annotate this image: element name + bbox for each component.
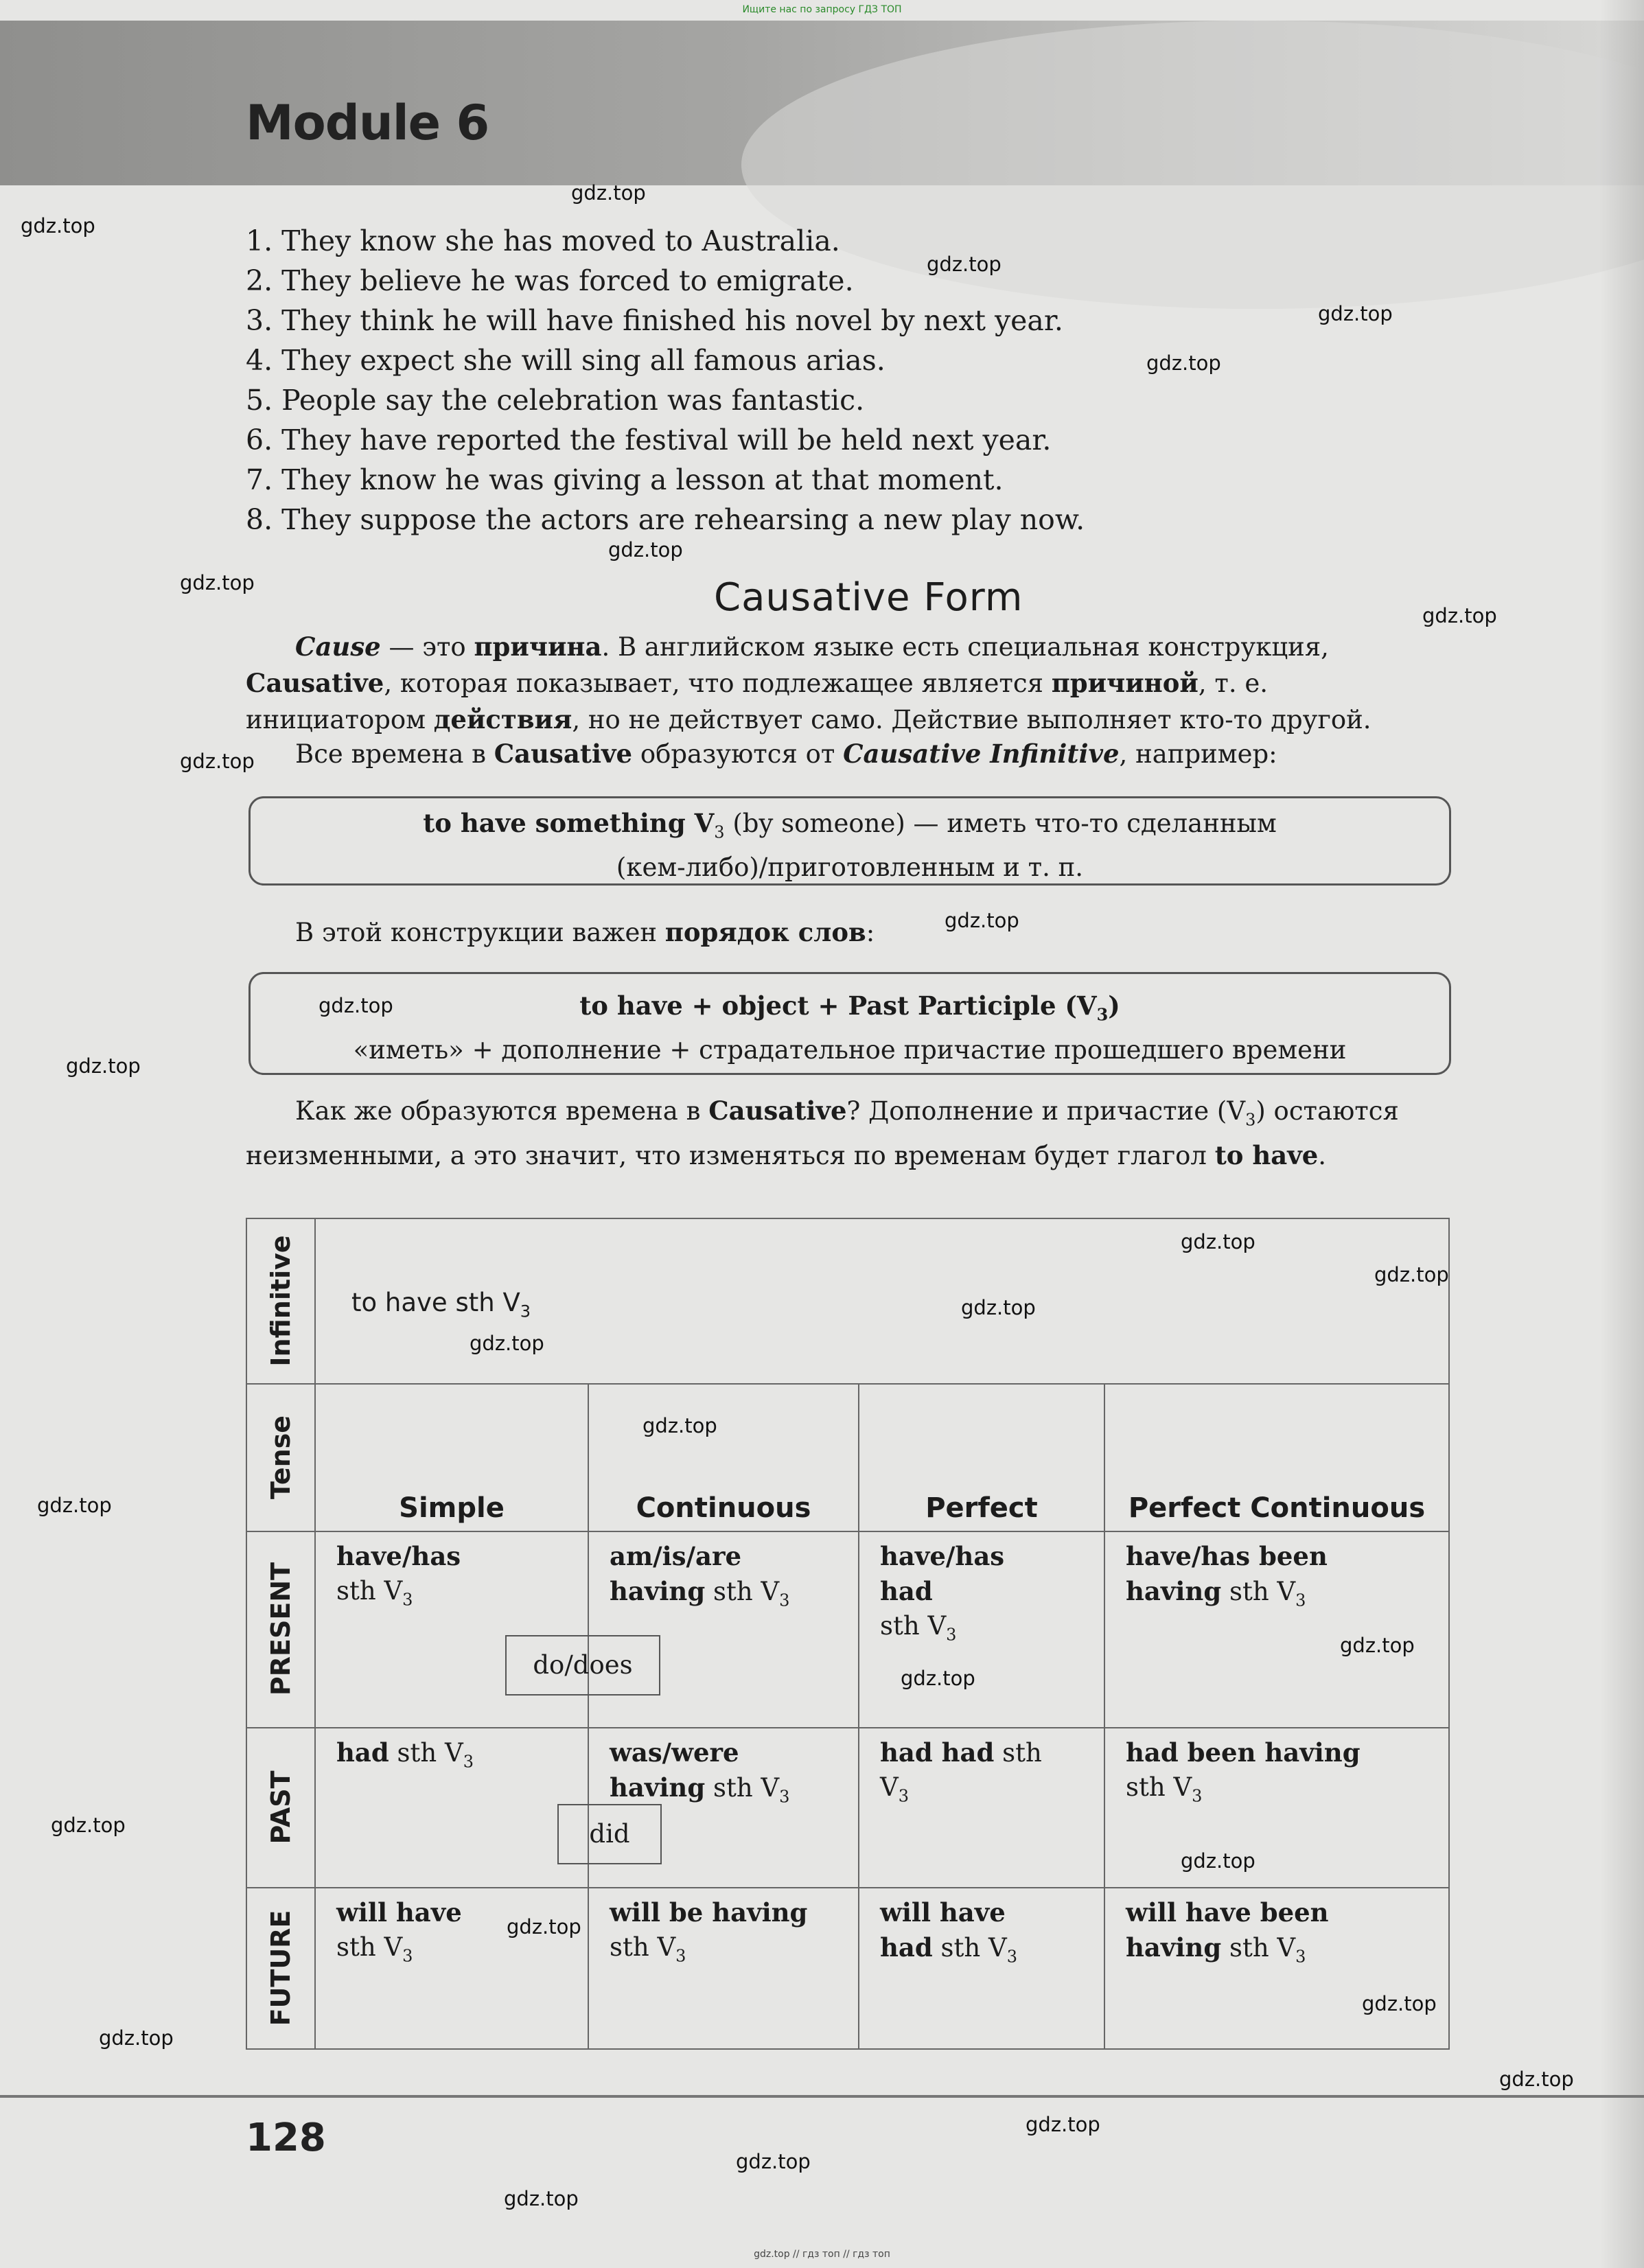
watermark: gdz.top	[1362, 1992, 1437, 2015]
table-row	[246, 1888, 1449, 2049]
watermark: gdz.top	[961, 1296, 1036, 1319]
how-note: Как же образуются времена в Causative? Дополнение и причастие $(V_3)$ остаются неизменными, а это значит, что изменяться по временам будет глагол to have.	[246, 1096, 1399, 1171]
table-row	[246, 1531, 1449, 1727]
formula-box: to have + object + Past Participle $(V_3)$ «иметь» + дополнение + страдательное причастие прошедшего времени	[248, 972, 1451, 1075]
past-continuous-cell: was/were having sth $V_3$	[588, 1728, 859, 1888]
watermark: gdz.top	[51, 1814, 126, 1837]
past-perfect-continuous-cell: had been having sth $V_3$	[1104, 1728, 1449, 1888]
exercise-sentences	[246, 221, 1413, 540]
column-header-simple: Simple	[315, 1384, 588, 1531]
watermark: gdz.top	[1181, 1230, 1255, 1253]
sentence: 7. They know he was giving a lesson at that moment.	[246, 463, 1004, 496]
word-order-note: В этой конструкции важен порядок слов:	[295, 917, 875, 947]
watermark: gdz.top	[1146, 351, 1221, 375]
watermark: gdz.top	[1340, 1634, 1415, 1657]
column-header-continuous: Continuous	[588, 1384, 859, 1531]
watermark: gdz.top	[507, 1915, 581, 1939]
sentence: 3. They think he will have finished his novel by next year.	[246, 304, 1063, 337]
watermark: gdz.top	[180, 750, 255, 773]
watermark: gdz.top	[927, 253, 1002, 276]
watermark: gdz.top	[180, 571, 255, 594]
future-perfect-cell: will have had sth $V_3$	[859, 1888, 1104, 2049]
page-number: 128	[246, 2116, 326, 2160]
watermark: gdz.top	[1318, 302, 1393, 325]
watermark: gdz.top	[642, 1414, 717, 1437]
infinitive-label: Infinitive	[266, 1235, 296, 1367]
present-simple-cell: have/has sth $V_3$ do/does	[315, 1531, 588, 1727]
present-perfect-continuous-cell: have/has been having sth $V_3$	[1104, 1531, 1449, 1727]
future-continuous-cell: will be having sth $V_3$	[588, 1888, 859, 2049]
footer-divider	[0, 2095, 1644, 2098]
watermark: gdz.top	[945, 909, 1019, 932]
watermark: gdz.top	[736, 2150, 811, 2173]
sentence: 6. They have reported the festival will be held next year.	[246, 424, 1052, 456]
auxiliary-did: did	[557, 1804, 662, 1864]
intro-paragraph: Cause — это причина. В английском языке есть специальная конструкция, Causative, которая показывает, что подлежащее является причиной, т. е. инициатором действия, но не действует само. Действие выполняет кто-то другой.	[246, 632, 1371, 734]
section-heading: Causative Form	[714, 575, 1023, 620]
sentence: 8. They suppose the actors are rehearsing a new play now.	[246, 503, 1085, 536]
infinitive-form: to have sth $V_3$	[351, 1288, 531, 1321]
bottom-credit: gdz.top // гдз топ // гдз топ	[754, 2249, 890, 2260]
watermark: gdz.top	[608, 538, 683, 562]
future-perfect-continuous-cell: will have been having sth $V_3$	[1104, 1888, 1449, 2049]
row-label-future: FUTURE	[266, 1910, 296, 2026]
present-perfect-cell: have/has had sth $V_3$	[859, 1531, 1104, 1727]
watermark: gdz.top	[1422, 604, 1497, 627]
table-row	[246, 1384, 1449, 1531]
present-continuous-cell: am/is/are having sth $V_3$	[588, 1531, 859, 1727]
watermark: gdz.top	[901, 1667, 975, 1690]
row-label-present: PRESENT	[266, 1562, 296, 1696]
table-row	[246, 1728, 1449, 1888]
watermark: gdz.top	[37, 1494, 112, 1517]
row-label-past: PAST	[266, 1770, 296, 1844]
top-credit: Ищите нас по запросу ГДЗ ТОП	[742, 4, 902, 15]
sentence: 2. They believe he was forced to emigrate.	[246, 264, 854, 297]
watermark: gdz.top	[571, 181, 646, 205]
column-header-perfect-continuous: Perfect Continuous	[1104, 1384, 1449, 1531]
watermark: gdz.top	[66, 1054, 141, 1078]
watermark: gdz.top	[21, 214, 95, 238]
watermark: gdz.top	[470, 1332, 544, 1355]
tenses-note: Все времена в Causative образуются от Causative Infinitive, например:	[295, 739, 1277, 769]
past-perfect-cell: had had sth $V_3$	[859, 1728, 1104, 1888]
sentence: 1. They know she has moved to Australia.	[246, 224, 840, 257]
watermark: gdz.top	[99, 2026, 174, 2050]
past-simple-cell: had sth $V_3$ did	[315, 1728, 588, 1888]
sentence: 4. They expect she will sing all famous arias.	[246, 344, 885, 377]
auxiliary-do-does: do/does	[505, 1635, 660, 1696]
causative-infinitive-box: to have something $V_3$ (by someone) — иметь что-то сделанным (кем-либо)/приготовленным и т. п.	[248, 796, 1451, 886]
watermark: gdz.top	[1181, 1849, 1255, 1873]
module-title: Module 6	[246, 95, 489, 151]
watermark: gdz.top	[1499, 2068, 1574, 2091]
page-edge-shadow	[1599, 0, 1644, 2268]
sentence: 5. People say the celebration was fantastic.	[246, 384, 865, 417]
causative-tenses-table	[246, 1218, 1450, 2050]
watermark: gdz.top	[1374, 1263, 1449, 1286]
watermark: gdz.top	[504, 2187, 579, 2210]
tense-label: Tense	[266, 1415, 296, 1500]
future-simple-cell: will have sth $V_3$	[315, 1888, 588, 2049]
watermark: gdz.top	[1026, 2113, 1100, 2136]
watermark: gdz.top	[319, 994, 393, 1017]
column-header-perfect: Perfect	[859, 1384, 1104, 1531]
table-row	[246, 1218, 1449, 1384]
